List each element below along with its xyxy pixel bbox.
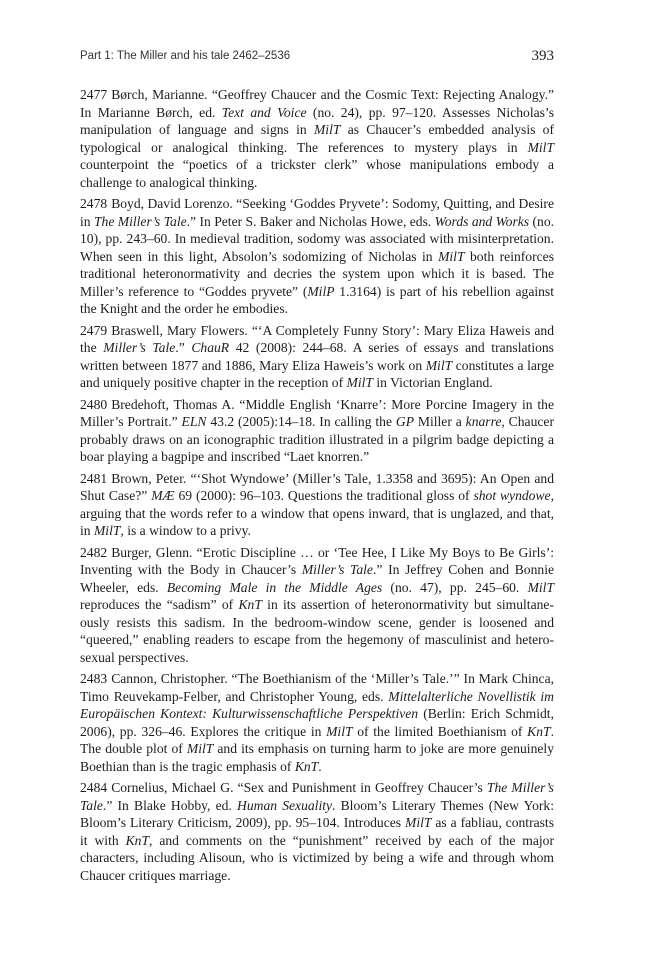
entry-text: Burger, Glenn. “Erotic Discipline … or ‘Tee Hee, I Like My Boys to Be Girls’: Inventing with the Body in Chaucer’s — [80, 544, 554, 577]
entry-italic-text: MilT — [527, 579, 554, 595]
entry-italic-text: shot wyndowe — [473, 488, 551, 503]
entry-text: Brown, Peter. “‘Shot Wyndowe’ (Miller’s Tale, 1.3358 and 3695): An Open and Shut Case?” — [80, 470, 554, 503]
entry-text: of the limited Boethianism of — [352, 723, 528, 739]
bibliography-entry — [80, 322, 554, 392]
entry-italic-text: Human Sexuality — [237, 797, 333, 813]
entry-text: Miller a — [414, 414, 466, 429]
entry-italic-text: GP — [395, 414, 414, 429]
entry-text: counterpoint the “poetics of a trickster clerk” whose manipulations embody a challenge to analogical thinking. — [80, 157, 554, 190]
entry-italic-text: KnT — [294, 758, 319, 774]
entry-italic-text: Becoming Male in the Middle Ages — [166, 579, 383, 595]
entry-text: constitutes a large and uniquely positive chapter in the reception of — [80, 357, 554, 390]
entry-italic-text: Text and Voice — [221, 104, 307, 120]
running-head-title: Part 1: The Miller and his tale 2462–2536 — [80, 50, 291, 62]
entry-number: 2477 — [80, 87, 108, 102]
bibliography-entry — [80, 470, 554, 540]
entry-italic-text: MilT — [527, 139, 554, 155]
entry-text: Cornelius, Michael G. “Sex and Punishment in Geoffrey Chaucer’s — [111, 780, 487, 795]
entry-italic-text: knarre — [465, 414, 502, 429]
entry-text: 1.3164) is part of his rebellion against the Knight and the order he embodies. — [80, 283, 554, 316]
entry-italic-text: MilT — [93, 523, 121, 538]
entry-text: Børch, Marianne. “Geoffrey Chaucer and the Cosmic Text: Rejecting Analogy.” In Marianne Børch, ed. — [80, 87, 554, 120]
entry-text: , Chaucer probably draws on an iconographic tradition illustrated in a pilgrim badge depicting a boar playing a bagpipe and inscribed “Laet knorren.” — [80, 414, 554, 464]
entry-italic-text: The Miller’s Tale — [93, 213, 187, 229]
entry-number: 2478 — [80, 196, 108, 211]
bibliography-entry — [80, 86, 554, 191]
bibliography-entries — [80, 86, 554, 888]
entry-text: , is a window to a privy. — [120, 523, 251, 538]
entry-number: 2484 — [80, 780, 108, 795]
bibliography-entry — [80, 544, 554, 667]
entry-text: as a fabliau, contrasts it with — [80, 815, 554, 848]
entry-text: .” In Jeffrey Cohen and Bonnie Wheeler, eds. — [80, 562, 555, 595]
entry-number: 2483 — [80, 671, 108, 686]
entry-italic-text: MilT — [326, 723, 353, 739]
entry-italic-text: MilP — [307, 283, 335, 299]
entry-italic-text: ChauR — [191, 340, 230, 355]
entry-italic-text: MilT — [186, 741, 214, 756]
entry-text: Boyd, David Lorenzo. “Seeking ‘Goddes Pryvete’: Sodomy, Quitting, and Desire in — [80, 196, 554, 229]
entry-italic-text: Miller’s Tale — [301, 562, 373, 577]
entry-text: Braswell, Mary Flowers. “‘A Completely Funny Story’: Mary Eliza Haweis and the — [80, 322, 554, 355]
entry-italic-text: Words and Works — [434, 213, 530, 229]
running-header — [80, 48, 556, 70]
bibliography-entry — [80, 670, 554, 775]
entry-text: in its assertion of heteronormativity but simultaneously resists this sadism. In the bedroom-window scene, gender is loosened and “queered,” enabling readers to escape from the hegemony of masculinist and heterosexual perspectives. — [80, 597, 554, 665]
entry-italic-text: ELN — [181, 414, 207, 429]
page-number: 393 — [531, 48, 554, 64]
entry-italic-text: KnT — [238, 597, 262, 612]
entry-text: . — [318, 758, 322, 774]
entry-text: both reinforces traditional heteronormativity and decries the system upon which it is based. The Miller’s reference to “Goddes pryvete” ( — [80, 248, 554, 299]
entry-text: (no. 24), pp. 97–120. Assesses Nicholas’s manipulation of language and signs in — [80, 104, 554, 137]
entry-italic-text: MilT — [346, 375, 373, 390]
entry-text: and its emphasis on turning harm to joke are more genuinely Boethian than is the tragic emphasis of — [80, 741, 554, 774]
entry-text: Cannon, Christopher. “The Boethianism of the ‘Miller’s Tale.’” In Mark Chinca, Timo Reuvekamp-Felber, and Christopher Young, eds. — [80, 671, 554, 704]
entry-italic-text: MilT — [438, 248, 465, 264]
entry-text: .” In Blake Hobby, ed. — [102, 797, 238, 813]
entry-text: .” In Peter S. Baker and Nicholas Howe, eds. — [186, 213, 435, 229]
entry-text: , arguing that the words refer to a window that opens inward, that is unglazed, and that, in — [80, 488, 554, 538]
entry-text: , and comments on the “punishment” received by each of the major characters, including Alisoun, who is victimized by being a wife and through whom Chaucer critiques marriage. — [80, 832, 554, 883]
entry-text: .” — [175, 340, 192, 355]
entry-text: (no. 47), pp. 245–60. — [382, 579, 528, 595]
entry-italic-text: Miller’s Tale — [103, 340, 176, 355]
entry-italic-text: Mittelalterliche Novellistik im Europäischen Kontext: Kulturwissenschaftliche Perspektiven — [80, 688, 554, 721]
entry-number: 2482 — [80, 544, 108, 560]
entry-text: . The double plot of — [80, 723, 554, 756]
entry-italic-text: KnT — [527, 723, 551, 739]
bibliography-entry — [80, 396, 554, 466]
entry-number: 2480 — [80, 396, 108, 412]
entry-number: 2479 — [80, 322, 108, 338]
entry-text: 43.2 (2005):14–18. In calling the — [206, 414, 396, 429]
entry-text: 42 (2008): 244–68. A series of essays and translations written between 1877 and 1886, Mary Eliza Haweis’s work on — [80, 340, 554, 373]
entry-text: Bredehoft, Thomas A. “Middle English ‘Knarre’: More Porcine Imagery in the Miller’s Portrait.” — [80, 396, 554, 429]
bibliography-entry — [80, 779, 554, 884]
entry-text: (no. 10), pp. 243–60. In medieval tradition, sodomy was associated with misinterpretation. When seen in this light, Absolon’s sodomizing of Nicholas in — [80, 213, 555, 264]
entry-text: . Bloom’s Literary Themes (New York: Bloom’s Literary Criticism, 2009), pp. 95–104. Introduces — [80, 797, 554, 830]
entry-italic-text: KnT — [125, 832, 150, 848]
entry-italic-text: MilT — [405, 815, 432, 830]
entry-text: (Berlin: Erich Schmidt, 2006), pp. 326–46. Explores the critique in — [80, 706, 554, 739]
entry-text: 69 (2000): 96–103. Questions the traditional gloss of — [174, 488, 474, 503]
entry-italic-text: MÆ — [151, 488, 175, 503]
entry-italic-text: MilT — [425, 357, 453, 373]
entry-number: 2481 — [80, 470, 108, 486]
entry-text: in Victorian England. — [372, 375, 493, 390]
bibliography-entry — [80, 195, 554, 318]
entry-italic-text: MilT — [313, 122, 341, 137]
entry-text: as Chaucer’s embedded analysis of typological or analogical thinking. The references to mystery plays in — [80, 122, 555, 155]
entry-italic-text: The Miller’s Tale — [80, 780, 554, 813]
entry-text: reproduces the “sadism” of — [80, 597, 239, 612]
